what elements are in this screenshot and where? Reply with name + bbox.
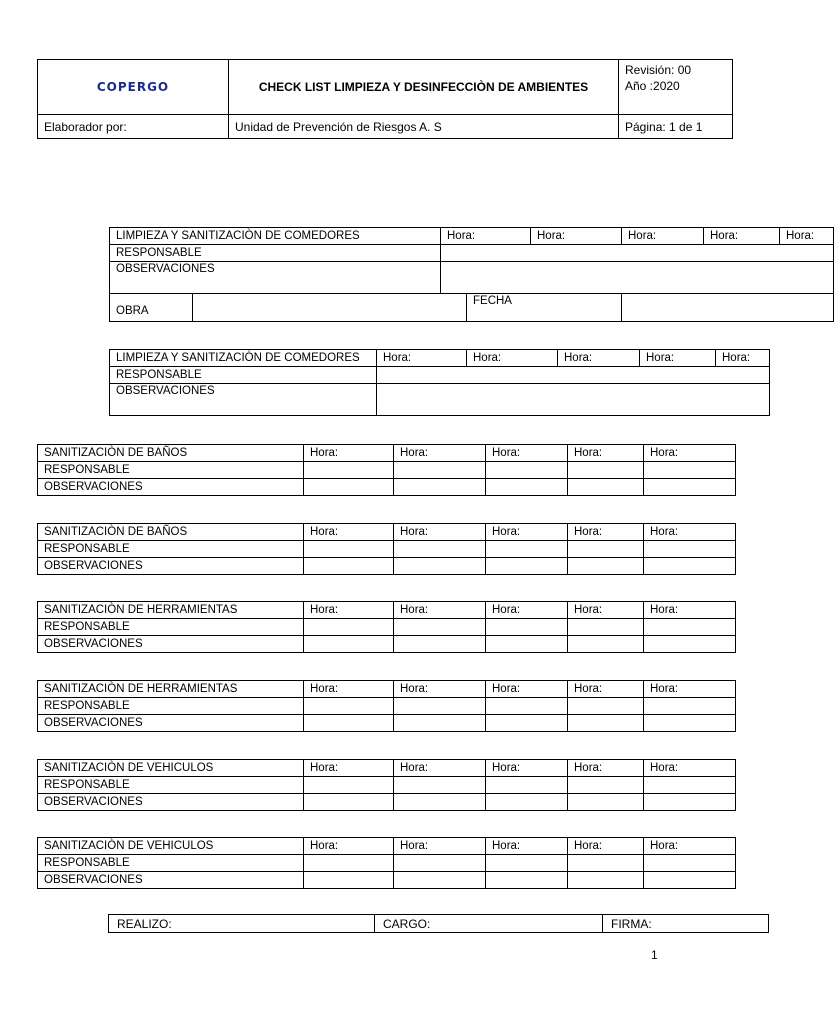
page-number: 1 [651,948,658,962]
observaciones-field[interactable] [486,636,568,653]
observaciones-field[interactable] [568,558,644,575]
responsable-field[interactable] [304,541,394,558]
responsable-field[interactable] [486,619,568,636]
checklist-section [37,837,736,889]
responsable-field[interactable] [486,462,568,479]
responsable-field[interactable] [377,367,770,384]
hora-cell[interactable]: Hora: [644,760,736,777]
observaciones-field[interactable] [644,715,736,732]
hora-cell[interactable]: Hora: [377,350,467,367]
responsable-field[interactable] [394,698,486,715]
checklist-section [37,680,736,732]
hora-cell[interactable]: Hora: [558,350,640,367]
responsable-label: RESPONSABLE [38,462,304,479]
observaciones-field[interactable] [486,794,568,811]
responsable-field[interactable] [394,619,486,636]
responsable-label: RESPONSABLE [110,367,377,384]
responsable-field[interactable] [486,698,568,715]
responsable-field[interactable] [644,698,736,715]
elaborated-value: Unidad de Prevención de Riesgos A. S [229,115,619,139]
observaciones-field[interactable] [377,384,770,416]
section-title: SANITIZACIÒN DE HERRAMIENTAS [38,602,304,619]
hora-cell[interactable]: Hora: [644,838,736,855]
responsable-label: RESPONSABLE [38,541,304,558]
hora-cell[interactable]: Hora: [531,228,622,245]
hora-cell[interactable]: Hora: [467,350,558,367]
responsable-field[interactable] [568,855,644,872]
observaciones-field[interactable] [394,636,486,653]
observaciones-label: OBSERVACIONES [38,636,304,653]
observaciones-field[interactable] [304,479,394,496]
elaborated-label: Elaborador por: [38,115,229,139]
hora-cell[interactable]: Hora: [568,838,644,855]
section-title: LIMPIEZA Y SANITIZACIÒN DE COMEDORES [110,350,377,367]
hora-cell[interactable]: Hora: [644,445,736,462]
hora-cell[interactable]: Hora: [644,681,736,698]
hora-cell[interactable]: Hora: [394,602,486,619]
document-header [37,59,733,139]
responsable-label: RESPONSABLE [38,619,304,636]
hora-cell[interactable]: Hora: [568,445,644,462]
observaciones-field[interactable] [304,636,394,653]
responsable-field[interactable] [644,777,736,794]
responsable-field[interactable] [394,462,486,479]
observaciones-field[interactable] [486,872,568,889]
hora-cell[interactable]: Hora: [568,602,644,619]
responsable-field[interactable] [644,855,736,872]
hora-cell[interactable]: Hora: [304,602,394,619]
responsable-field[interactable] [304,777,394,794]
hora-cell[interactable]: Hora: [644,524,736,541]
hora-cell[interactable]: Hora: [568,760,644,777]
observaciones-field[interactable] [394,872,486,889]
responsable-field[interactable] [568,462,644,479]
observaciones-field[interactable] [568,794,644,811]
signature-row [108,914,769,933]
responsable-field[interactable] [644,541,736,558]
observaciones-field[interactable] [568,636,644,653]
responsable-label: RESPONSABLE [38,777,304,794]
observaciones-field[interactable] [486,479,568,496]
hora-cell[interactable]: Hora: [486,445,568,462]
responsable-field[interactable] [644,462,736,479]
page-info: Página: 1 de 1 [619,115,733,139]
hora-cell[interactable]: Hora: [441,228,531,245]
responsable-field[interactable] [644,619,736,636]
hora-cell[interactable]: Hora: [568,681,644,698]
responsable-field[interactable] [568,541,644,558]
cargo-field[interactable]: CARGO: [375,915,603,933]
firma-field[interactable]: FIRMA: [603,915,769,933]
hora-cell[interactable]: Hora: [486,760,568,777]
section-title: SANITIZACIÒN DE HERRAMIENTAS [38,681,304,698]
responsable-field[interactable] [394,541,486,558]
checklist-section [37,523,736,575]
hora-cell[interactable]: Hora: [304,681,394,698]
observaciones-label: OBSERVACIONES [38,558,304,575]
obra-label: OBRA [110,294,193,322]
responsable-field[interactable] [304,462,394,479]
observaciones-field[interactable] [441,262,834,294]
company-logo: COPERGO [38,60,229,115]
document-title: CHECK LIST LIMPIEZA Y DESINFECCIÒN DE AMBIENTES [229,60,619,115]
observaciones-field[interactable] [394,794,486,811]
responsable-field[interactable] [394,855,486,872]
hora-cell[interactable]: Hora: [568,524,644,541]
hora-cell[interactable]: Hora: [304,524,394,541]
responsable-field[interactable] [568,698,644,715]
revision-text: Revisión: 00 [625,63,692,77]
section-title: SANITIZACIÒN DE VEHICULOS [38,760,304,777]
checklist-section [109,227,834,322]
observaciones-label: OBSERVACIONES [38,794,304,811]
hora-cell[interactable]: Hora: [394,524,486,541]
observaciones-field[interactable] [394,479,486,496]
responsable-label: RESPONSABLE [110,245,441,262]
observaciones-field[interactable] [644,794,736,811]
responsable-label: RESPONSABLE [38,855,304,872]
observaciones-field[interactable] [486,715,568,732]
hora-cell[interactable]: Hora: [622,228,704,245]
observaciones-field[interactable] [304,558,394,575]
observaciones-field[interactable] [394,558,486,575]
observaciones-field[interactable] [644,872,736,889]
obra-field[interactable] [193,294,467,322]
year-text: Año :2020 [625,79,680,93]
hora-cell[interactable]: Hora: [304,760,394,777]
hora-cell[interactable]: Hora: [716,350,770,367]
observaciones-label: OBSERVACIONES [38,479,304,496]
hora-cell[interactable]: Hora: [394,681,486,698]
observaciones-field[interactable] [304,794,394,811]
observaciones-field[interactable] [568,872,644,889]
hora-cell[interactable]: Hora: [640,350,716,367]
hora-cell[interactable]: Hora: [486,838,568,855]
checklist-section [37,759,736,811]
revision-cell [619,60,733,115]
responsable-label: RESPONSABLE [38,698,304,715]
responsable-field[interactable] [304,698,394,715]
responsable-field[interactable] [486,541,568,558]
checklist-section [37,444,736,496]
observaciones-field[interactable] [644,558,736,575]
responsable-field[interactable] [441,245,834,262]
observaciones-field[interactable] [304,872,394,889]
hora-cell[interactable]: Hora: [304,838,394,855]
section-title: SANITIZACIÒN DE BAÑOS [38,524,304,541]
responsable-field[interactable] [486,777,568,794]
section-title: SANITIZACIÒN DE BAÑOS [38,445,304,462]
observaciones-field[interactable] [644,479,736,496]
section-title: SANITIZACIÒN DE VEHICULOS [38,838,304,855]
hora-cell[interactable]: Hora: [486,681,568,698]
responsable-field[interactable] [304,855,394,872]
hora-cell[interactable]: Hora: [704,228,780,245]
hora-cell[interactable]: Hora: [394,838,486,855]
observaciones-label: OBSERVACIONES [38,872,304,889]
observaciones-field[interactable] [394,715,486,732]
hora-cell[interactable]: Hora: [304,445,394,462]
checklist-section [37,601,736,653]
observaciones-label: OBSERVACIONES [110,262,441,294]
responsable-field[interactable] [568,619,644,636]
realizo-field[interactable]: REALIZO: [109,915,375,933]
fecha-label: FECHA [467,294,622,322]
observaciones-field[interactable] [568,479,644,496]
fecha-field[interactable] [622,294,834,322]
observaciones-label: OBSERVACIONES [110,384,377,416]
hora-cell[interactable]: Hora: [486,524,568,541]
observaciones-field[interactable] [568,715,644,732]
hora-cell[interactable]: Hora: [780,228,834,245]
hora-cell[interactable]: Hora: [644,602,736,619]
hora-cell[interactable]: Hora: [394,760,486,777]
responsable-field[interactable] [568,777,644,794]
hora-cell[interactable]: Hora: [486,602,568,619]
responsable-field[interactable] [486,855,568,872]
section-title: LIMPIEZA Y SANITIZACIÒN DE COMEDORES [110,228,441,245]
observaciones-field[interactable] [304,715,394,732]
observaciones-label: OBSERVACIONES [38,715,304,732]
responsable-field[interactable] [394,777,486,794]
observaciones-field[interactable] [486,558,568,575]
observaciones-field[interactable] [644,636,736,653]
hora-cell[interactable]: Hora: [394,445,486,462]
responsable-field[interactable] [304,619,394,636]
checklist-section [109,349,770,416]
